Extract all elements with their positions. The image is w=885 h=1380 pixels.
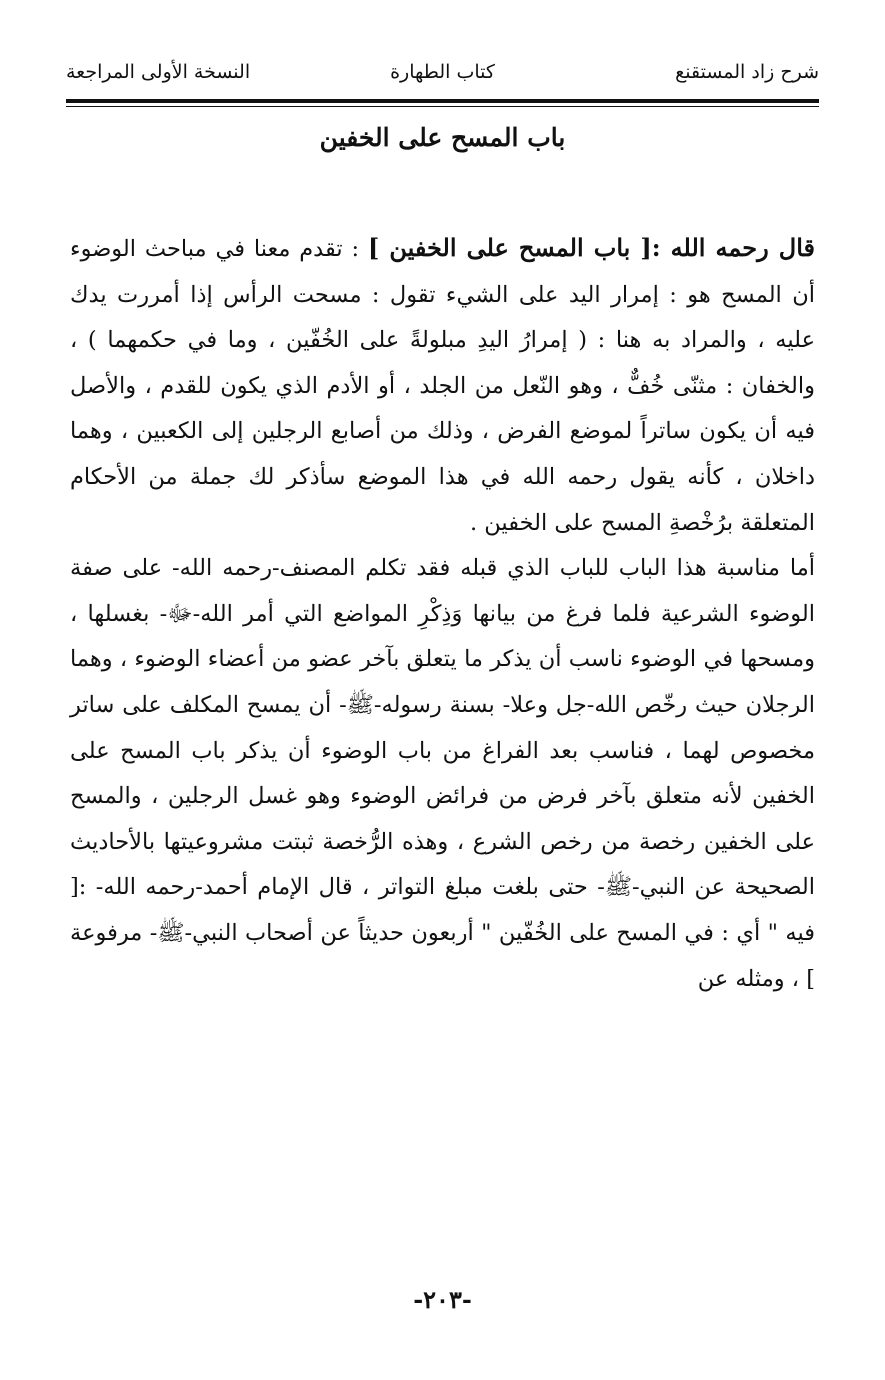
header-chapter-name: كتاب الطهارة [390,61,495,83]
running-header [66,54,819,90]
header-divider-thin [66,106,819,107]
paragraph-1-text: : تقدم معنا في مباحث الوضوء أن المسح هو : إمرار اليد على الشيء تقول : مسحت الرأس إذا أمررت يدك عليه ، والمراد به هنا : ( إمرارُ اليدِ مبلولةً على الخُفّين ، وما في حكمهما ) ، والخفان : مثنّى خُفٌّ ، وهو النّعل من الجلد ، أو الأدم الذي يكون للقدم ، والأصل فيه أن يكون ساتراً لموضع الفرض ، وذلك من أصابع الرجلين إلى الكعبين ، وهما داخلان ، كأنه يقول رحمه الله في هذا الموضع سأذكر لك جملة من الأحكام المتعلقة برُخْصةِ المسح على الخفين . [70,236,815,536]
header-divider-thick [66,99,819,103]
body-text [70,225,815,1002]
paragraph-1 [70,225,815,546]
header-edition-note: النسخة الأولى المراجعة [66,61,251,83]
chapter-title: باب المسح على الخفين [319,123,566,152]
page-number: -٢٠٣- [413,1285,472,1314]
paragraph-2-text: أما مناسبة هذا الباب للباب الذي قبله فقد تكلم المصنف-رحمه الله- على صفة الوضوء الشرعية فلما فرغ من بيانها وَذِكْرِ المواضع التي أمر الله-ﷻ- بغسلها ، ومسحها في الوضوء ناسب أن يذكر ما يتعلق بآخر عضو من أعضاء الوضوء ، وهما الرجلان حيث رخّص الله-جل وعلا- بسنة رسوله-ﷺ- أن يمسح المكلف على ساتر مخصوص لهما ، فناسب بعد الفراغ من باب الوضوء أن يذكر باب المسح على الخفين لأنه متعلق بآخر فرض من فرائض الوضوء وهو غسل الرجلين ، والمسح على الخفين رخصة من رخص الشرع ، وهذه الرُّخصة ثبتت مشروعيتها بالأحاديث الصحيحة عن النبي-ﷺ- حتى بلغت مبلغ التواتر ، قال الإمام أحمد-رحمه الله- :[ فيه " أي : في المسح على الخُفّين " أربعون حديثاً عن أصحاب النبي-ﷺ- مرفوعة ] ، ومثله عن [70,555,815,992]
paragraph-1-lead: قال رحمه الله :[ باب المسح على الخفين ] [367,233,815,262]
header-book-title: شرح زاد المستقنع [675,61,819,83]
paragraph-2 [70,546,815,1002]
